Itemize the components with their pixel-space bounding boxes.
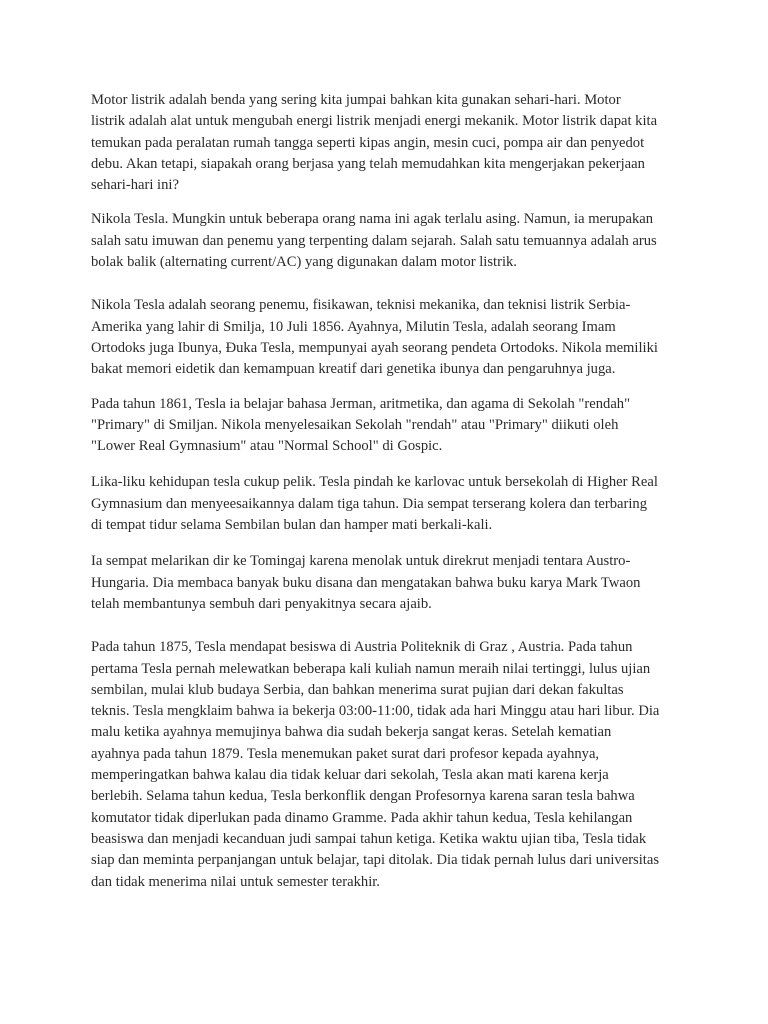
text-line: Amerika yang lahir di Smilja, 10 Juli 1856. Ayahnya, Milutin Tesla, adalah seorang Imam (91, 318, 616, 335)
paragraph-tomingaj (91, 551, 708, 615)
text-line: Motor listrik adalah benda yang sering kita jumpai bahkan kita gunakan sehari-hari. Motor (91, 92, 621, 108)
text-line: Ia sempat melarikan dir ke Tomingaj karena menolak untuk direkrut menjadi tentara Austro- (91, 553, 631, 570)
text-line: komutator tidak diperlukan pada dinamo Gramme. Pada akhir tahun kedua, Tesla kehilangan (91, 809, 633, 826)
text-line: listrik adalah alat untuk mengubah energi listrik menjadi energi mekanik. Motor listrik dapat kita (91, 113, 658, 130)
text-line: pertama Tesla pernah melewatkan beberapa kali kuliah namun meraih nilai tertinggi, lulus ujian (91, 660, 651, 677)
text-line: "Primary" di Smiljan. Nikola menyelesaikan Sekolah "rendah" atau "Primary" diikuti oleh (91, 416, 619, 433)
text-line: salah satu imuwan dan penemu yang terpenting dalam sejarah. Salah satu temuannya adalah arus (91, 232, 657, 249)
text-line: dan tidak menerima nilai untuk semester terakhir. (91, 873, 380, 890)
text-line: Pada tahun 1875, Tesla mendapat besiswa di Austria Politeknik di Graz , Austria. Pada tahun (91, 639, 633, 656)
text-line: telah membantunya sembuh dari penyakitnya secara ajaib. (91, 595, 432, 612)
text-line: Gymnasium dan menyeesaikannya dalam tiga tahun. Dia sempat terserang kolera dan terbaring (91, 495, 647, 512)
text-line: "Lower Real Gymnasium" atau "Normal School" di Gospic. (91, 438, 443, 455)
paragraph-motor-listrik (91, 90, 708, 196)
text-line: bolak balik (alternating current/AC) yang digunakan dalam motor listrik. (91, 254, 517, 271)
text-line: Ortodoks juga Ibunya, Đuka Tesla, mempunyai ayah seorang pendeta Ortodoks. Nikola memiliki (91, 339, 658, 356)
paragraph-early-school (91, 394, 708, 458)
text-line: sembilan, mulai klub budaya Serbia, dan bahkan menerima surat pujian dari dekan fakultas (91, 681, 624, 698)
paragraph-nikola-tesla-intro (91, 209, 708, 273)
paragraph-karlovac (91, 472, 708, 536)
paragraph-graz (91, 637, 708, 893)
text-line: malu ketika ayahnya memujinya bahwa dia sudah bekerja sangat keras. Setelah kematian (91, 724, 612, 741)
text-line: berlebih. Selama tahun kedua, Tesla berkonflik dengan Profesornya karena saran tesla bahwa (91, 788, 635, 805)
text-line: bakat memori eidetik dan kemampuan kreatif dari genetika ibunya dan pengaruhnya juga. (91, 361, 616, 378)
text-line: ayahnya pada tahun 1879. Tesla menemukan paket surat dari profesor kepada ayahnya, (91, 745, 600, 762)
text-line: sehari-hari ini? (91, 177, 179, 194)
text-line: Nikola Tesla. Mungkin untuk beberapa orang nama ini agak terlalu asing. Namun, ia merupakan (91, 211, 654, 228)
text-line: temukan pada peralatan rumah tangga seperti kipas angin, mesin cuci, pompa air dan penyedot (91, 134, 645, 151)
text-line: Hungaria. Dia membaca banyak buku disana dan mengatakan bahwa buku karya Mark Twaon (91, 574, 641, 591)
text-line: Lika-liku kehidupan tesla cukup pelik. Tesla pindah ke karlovac untuk bersekolah di Higher Real (91, 474, 658, 491)
text-line: di tempat tidur selama Sembilan bulan dan hamper mati berkali-kali. (91, 517, 493, 534)
text-line: Nikola Tesla adalah seorang penemu, fisikawan, teknisi mekanika, dan teknisi listrik Serbia- (91, 297, 631, 314)
text-line: siap dan meminta perpanjangan untuk belajar, tapi ditolak. Dia tidak pernah lulus dari universitas (91, 852, 660, 869)
text-line: memperingatkan bahwa kalau dia tidak keluar dari sekolah, Tesla akan mati karena kerja (91, 767, 609, 784)
text-line: debu. Akan tetapi, siapakah orang berjasa yang telah memudahkan kita mengerjakan pekerjaan (91, 155, 645, 172)
text-line: teknis. Tesla mengklaim bahwa ia bekerja 03:00-11:00, tidak ada hari Minggu atau hari libur. Dia (91, 703, 660, 720)
text-line: Pada tahun 1861, Tesla ia belajar bahasa Jerman, aritmetika, dan agama di Sekolah "rendah" (91, 395, 631, 412)
text-line: beasiswa dan menjadi kecanduan judi sampai tahun ketiga. Ketika waktu ujian tiba, Tesla tidak (91, 830, 647, 847)
paragraph-biography (91, 295, 708, 380)
